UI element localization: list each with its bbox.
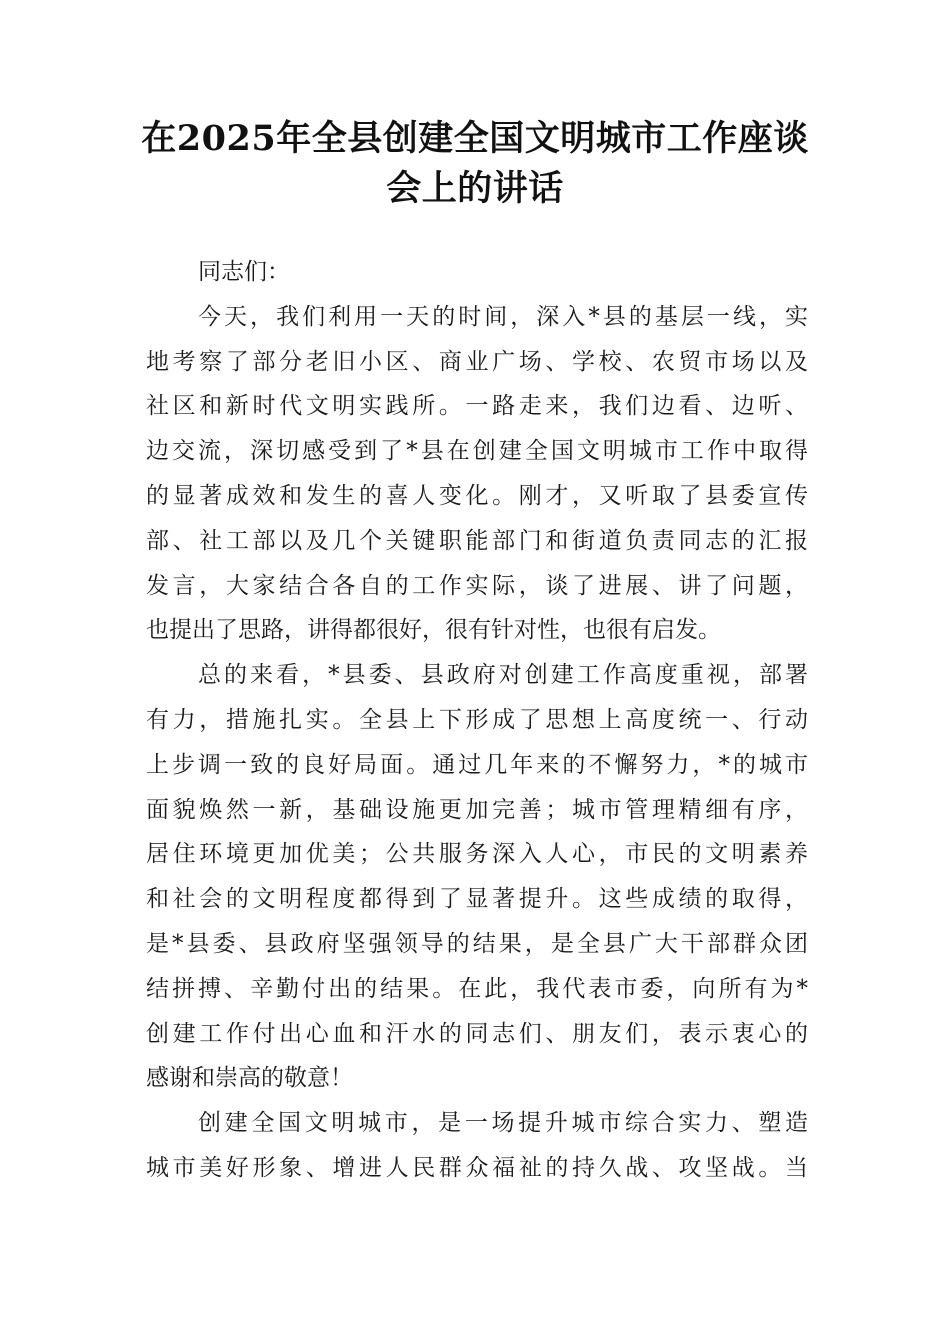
paragraph-line: 居住环境更加优美；公共服务深入人心，市民的文明素养 — [146, 841, 808, 868]
paragraph-line: 结拼搏、辛勤付出的结果。在此，我代表市委，向所有为* — [146, 975, 808, 1002]
paragraph-significance — [146, 1101, 808, 1191]
paragraph-line: 面貌焕然一新，基础设施更加完善；城市管理精细有序， — [146, 796, 808, 823]
paragraph-line: 边交流，深切感受到了*县在创建全国文明城市工作中取得 — [146, 438, 808, 465]
paragraph-line: 总的来看，*县委、县政府对创建工作高度重视，部署 — [198, 662, 808, 689]
paragraph-line: 是*县委、县政府坚强领导的结果，是全县广大干部群众团 — [146, 930, 808, 957]
paragraph-summary — [146, 653, 808, 1101]
paragraph-line: 城市美好形象、增进人民群众福祉的持久战、攻坚战。当 — [146, 1154, 808, 1181]
paragraph-line: 发言，大家结合各自的工作实际，谈了进展、讲了问题， — [146, 572, 808, 599]
paragraph-line: 也提出了思路，讲得都很好，很有针对性，也很有启发。 — [146, 617, 721, 644]
document-body — [146, 250, 808, 1191]
paragraph-line: 和社会的文明程度都得到了显著提升。这些成绩的取得， — [146, 886, 808, 913]
paragraph-line: 的显著成效和发生的喜人变化。刚才，又听取了县委宣传 — [146, 482, 808, 509]
paragraph-line: 社区和新时代文明实践所。一路走来，我们边看、边听、 — [146, 393, 808, 420]
paragraph-line: 有力，措施扎实。全县上下形成了思想上高度统一、行动 — [146, 706, 808, 733]
title-line: 会上的讲话 — [386, 168, 564, 209]
paragraph-line: 今天，我们利用一天的时间，深入*县的基层一线，实 — [198, 303, 808, 330]
paragraph-line: 部、社工部以及几个关键职能部门和街道负责同志的汇报 — [146, 527, 808, 554]
greeting-text: 同志们： — [198, 259, 290, 285]
title-line: 在2025年全县创建全国文明城市工作座谈 — [141, 118, 809, 159]
paragraph-line: 感谢和崇高的敬意！ — [146, 1065, 353, 1092]
greeting-paragraph — [146, 250, 808, 295]
paragraph-line: 上步调一致的良好局面。通过几年来的不懈努力，*的城市 — [146, 751, 808, 778]
paragraph-line: 创建全国文明城市，是一场提升城市综合实力、塑造 — [198, 1110, 808, 1137]
paragraph-line: 地考察了部分老旧小区、商业广场、学校、农贸市场以及 — [146, 348, 808, 375]
paragraph-intro — [146, 295, 808, 653]
paragraph-line: 创建工作付出心血和汗水的同志们、朋友们，表示衷心的 — [146, 1020, 808, 1047]
document-title — [120, 114, 830, 214]
